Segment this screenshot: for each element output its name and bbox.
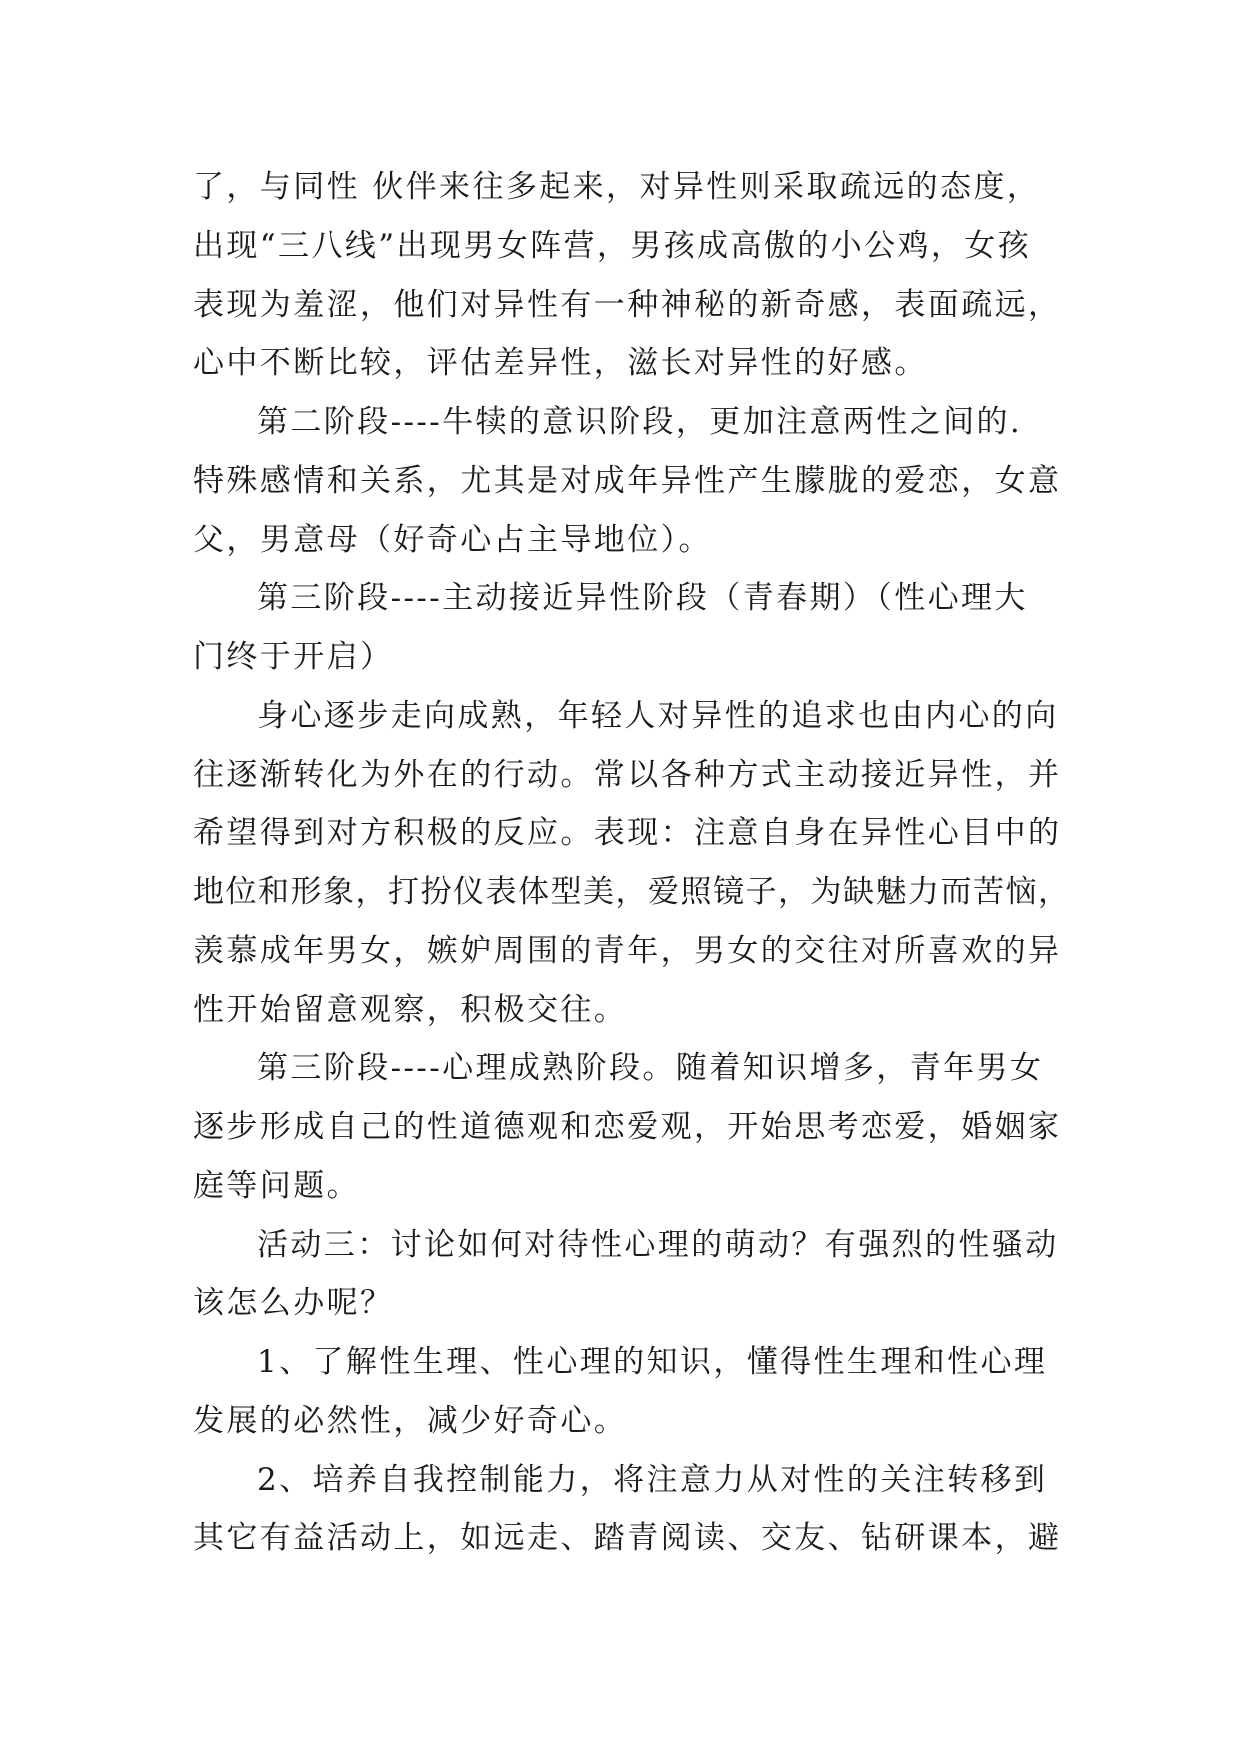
text-line: 羡慕成年男女，嫉妒周围的青年，男女的交往对所喜欢的异 [193, 933, 1062, 969]
text-line: 特殊感情和关系，尤其是对成年异性产生朦胧的爱恋，女意 [193, 463, 1062, 499]
paragraph-first-line: 第三阶段----主动接近异性阶段（青春期）（性心理大 [257, 580, 1028, 616]
text-line: 庭等问题。 [193, 1168, 360, 1204]
text-line: 表现为羞涩，他们对异性有一种神秘的新奇感，表面疏远， [193, 287, 1062, 323]
paragraph-first-line: 身心逐步走向成熟，年轻人对异性的追求也由内心的向 [257, 698, 1059, 734]
text-line: 地位和形象，打扮仪表体型美，爱照镜子，为缺魅力而苦恼， [193, 874, 1071, 910]
text-line: 发展的必然性，减少好奇心。 [193, 1403, 628, 1439]
text-line: 门终于开启） [193, 639, 394, 675]
paragraph-first-line: 第二阶段----牛犊的意识阶段，更加注意两性之间的. [257, 404, 1023, 440]
text-line: 性开始留意观察，积极交往。 [193, 992, 628, 1028]
text-line: 了，与同性 伙伴来往多起来，对异性则采取疏远的态度， [193, 169, 1041, 205]
text-line: 逐步形成自己的性道德观和恋爱观，开始思考恋爱，婚姻家 [193, 1109, 1062, 1145]
paragraph-first-line: 活动三：讨论如何对待性心理的萌动？有强烈的性骚动 [257, 1227, 1059, 1263]
text-line: 出现“三八线”出现男女阵营，男孩成高傲的小公鸡，女孩 [193, 228, 1032, 264]
text-line: 其它有益活动上，如远走、踏青阅读、交友、钻研课本，避 [193, 1520, 1062, 1556]
paragraph-first-line: 第三阶段----心理成熟阶段。随着知识增多，青年男女 [257, 1050, 1044, 1086]
text-line: 心中不断比较，评估差异性，滋长对异性的好感。 [193, 345, 928, 381]
text-line: 该怎么办呢？ [193, 1285, 394, 1321]
text-line: 往逐渐转化为外在的行动。常以各种方式主动接近异性，并 [193, 757, 1062, 793]
text-line: 希望得到对方积极的反应。表现：注意自身在异性心目中的 [193, 815, 1062, 851]
paragraph-first-line: 1、了解性生理、性心理的知识，懂得性生理和性心理 [257, 1344, 1048, 1380]
text-line: 父，男意母（好奇心占主导地位）。 [193, 522, 712, 558]
paragraph-first-line: 2、培养自我控制能力，将注意力从对性的关注转移到 [257, 1462, 1048, 1498]
